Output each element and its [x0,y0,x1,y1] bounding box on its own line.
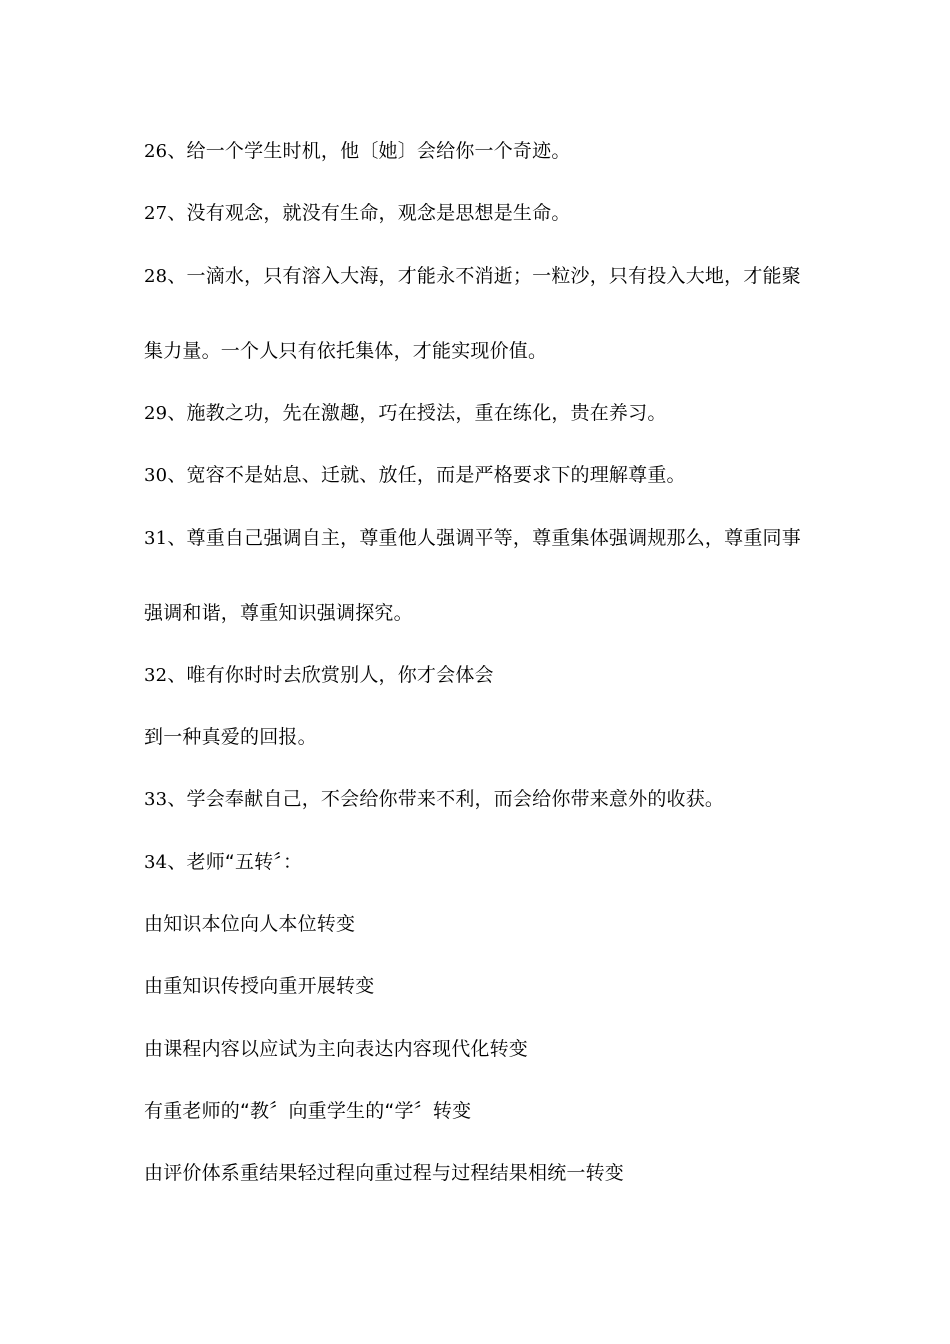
paragraph-text: 、宽容不是姑息、迁就、放任，而是严格要求下的理解尊重。 [167,464,686,486]
paragraph-text: 由知识本位向人本位转变 [144,913,356,935]
list-item [144,1098,471,1124]
paragraph-text: 、尊重自己强调自主，尊重他人强调平等，尊重集体强调规那么，尊重同事 [167,527,801,549]
item-number: 31 [144,528,168,549]
item-number: 26 [144,141,168,162]
list-item [144,973,374,999]
paragraph-text: 由评价体系重结果轻过程向重过程与过程结果相统一转变 [144,1162,625,1184]
paragraph-27 [144,200,571,227]
item-number: 33 [144,789,168,810]
paragraph-34 [144,849,302,876]
paragraph-30 [144,462,686,489]
paragraph-26 [144,138,571,165]
paragraph-31 [144,525,801,552]
list-item [144,1036,528,1062]
paragraph-29 [144,400,667,427]
paragraph-text: 集力量。一个人只有依托集体，才能实现价值。 [144,340,548,362]
item-number: 32 [144,665,168,686]
paragraph-text: 到一种真爱的回报。 [144,726,317,748]
list-item [144,1160,624,1186]
paragraph-text: 由重知识传授向重开展转变 [144,975,375,997]
paragraph-text: 有重老师的“教〞向重学生的“学〞转变 [144,1100,472,1122]
item-number: 30 [144,465,168,486]
list-item [144,911,355,937]
paragraph-text: 、唯有你时时去欣赏别人，你才会体会 [167,664,494,686]
paragraph-text: 、学会奉献自己，不会给你带来不利，而会给你带来意外的收获。 [167,788,725,810]
paragraph-text: 、老师“五转〞： [167,851,303,873]
paragraph-31-continued [144,600,413,626]
item-number: 29 [144,403,168,424]
item-number: 27 [144,203,168,224]
item-number: 28 [144,266,168,287]
paragraph-text: 强调和谐，尊重知识强调探究。 [144,602,413,624]
paragraph-28 [144,263,801,290]
paragraph-text: 、没有观念，就没有生命，观念是思想是生命。 [167,202,571,224]
paragraph-28-continued [144,338,547,364]
paragraph-32 [144,662,494,689]
paragraph-text: 、施教之功，先在激趣，巧在授法，重在练化，贵在养习。 [167,402,667,424]
paragraph-33 [144,786,724,813]
item-number: 34 [144,852,168,873]
paragraph-text: 由课程内容以应试为主向表达内容现代化转变 [144,1038,529,1060]
paragraph-text: 、给一个学生时机，他〔她〕会给你一个奇迹。 [167,140,571,162]
paragraph-text: 、一滴水，只有溶入大海，才能永不消逝；一粒沙，只有投入大地，才能聚 [167,265,801,287]
paragraph-32-continued [144,724,317,750]
